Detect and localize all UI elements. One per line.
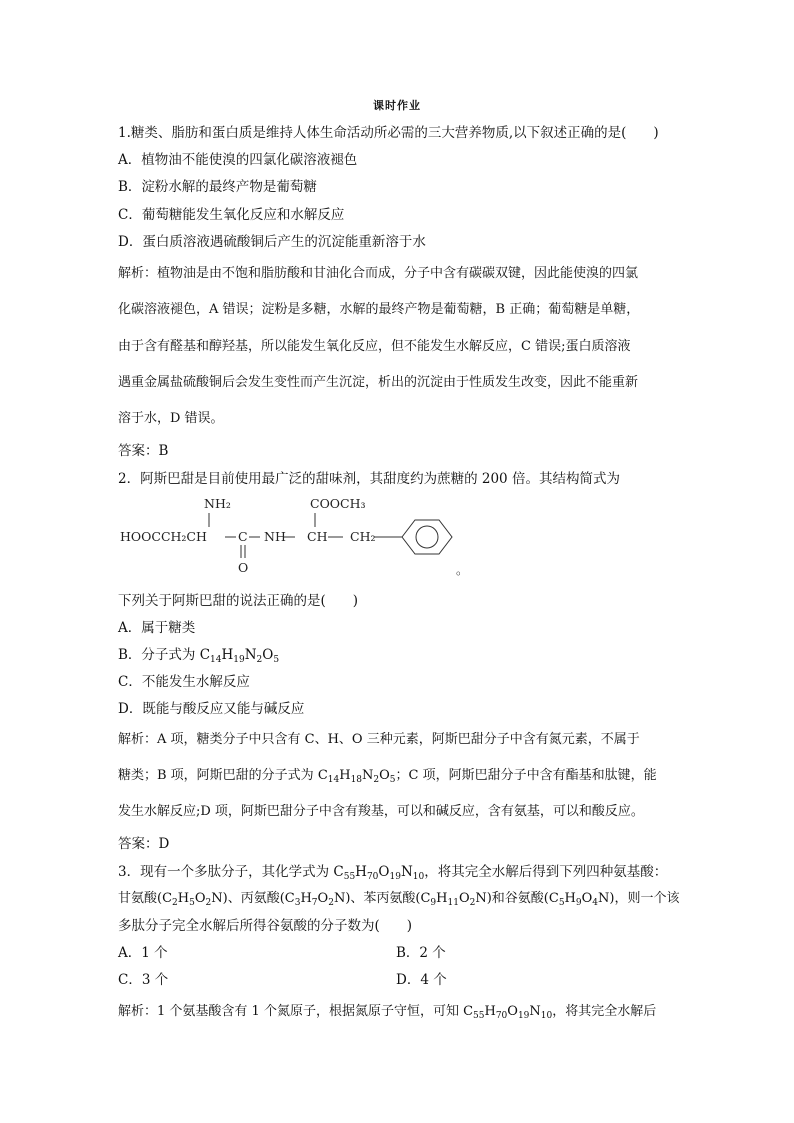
q3-analysis-line-1: 解析：1 个氨基酸含有 1 个氮原子，根据氮原子守恒，可知 $C_{55}H_{70}O_{19}N_{10}$，将其完全水解后 [118,1004,657,1021]
struct-chain-ch2: CH₂ [350,529,376,544]
q1-option-d: D．蛋白质溶液遇硫酸铜后产生的沉淀能重新溶于水 [118,234,426,250]
struct-nh2-label: NH₂ [204,496,231,511]
struct-trailing-period: 。 [456,562,469,577]
q1-option-b: B．淀粉水解的最终产物是葡萄糖 [118,179,317,195]
q2-option-b: B．分子式为 $C_{14}H_{19}N_2O_5$ [118,647,280,665]
struct-chain-nh: NH [264,529,286,544]
q1-analysis-line-4: 遇重金属盐硫酸铜后会发生变性而产生沉淀，析出的沉淀由于性质发生改变，因此不能重新 [118,375,639,390]
q2-stem: 2．阿斯巴甜是目前使用最广泛的甜味剂，其甜度约为蔗糖的 200 倍。其结构简式为 [118,471,620,487]
q3-stem-line-3: 多肽分子完全水解后所得谷氨酸的分子数为( ) [118,918,413,934]
aspartame-structure-diagram [118,493,478,583]
q3-option-b: B．2 个 [396,945,446,961]
q1-analysis-line-3: 由于含有醛基和醇羟基，所以能发生氧化反应，但不能发生水解反应，C 错误;蛋白质溶液 [118,339,631,354]
q2-option-d: D．既能与酸反应又能与碱反应 [118,701,305,717]
struct-carbonyl-o: O [238,560,249,575]
struct-cooch3-label: COOCH₃ [310,496,366,511]
q3-option-c: C．3 个 [118,972,169,988]
q2-analysis-line-1: 解析：A 项，糖类分子中只含有 C、H、O 三种元素，阿斯巴甜分子中含有氮元素，不属于 [118,732,640,747]
q1-option-c: C．葡萄糖能发生氧化反应和水解反应 [118,207,345,223]
q1-analysis-line-2: 化碳溶液褪色，A 错误；淀粉是多糖，水解的最终产物是葡萄糖，B 正确；葡萄糖是单糖， [118,302,640,317]
benzene-aromatic-circle [416,526,438,548]
q2-question: 下列关于阿斯巴甜的说法正确的是( ) [118,593,359,609]
q2-option-c: C．不能发生水解反应 [118,674,250,690]
q2-analysis-line-3: 发生水解反应;D 项，阿斯巴甜分子中含有羧基，可以和碱反应，含有氨基，可以和酸反应。 [118,804,644,819]
q1-answer: 答案：B [118,443,169,459]
q3-option-a: A．1 个 [118,945,168,961]
page-title: 课时作业 [373,99,421,112]
q1-stem: 1.糖类、脂肪和蛋白质是维持人体生命活动所必需的三大营养物质,以下叙述正确的是( ) [118,125,659,141]
q2-answer: 答案：D [118,836,170,852]
q2-option-a: A．属于糖类 [118,620,196,636]
q3-stem-line-2: 甘氨酸$(C_2H_5O_2N)$、丙氨酸$(C_3H_7O_2N)$、苯丙氨酸$(C_9H_{11}O_2N)$和谷氨酸$(C_5H_9O_4N)$，则一个该 [118,891,680,908]
q3-stem-line-1: 3．现有一个多肽分子，其化学式为 $C_{55}H_{70}O_{19}N_{10}$，将其完全水解后得到下列四种氨基酸： [118,864,668,882]
struct-chain-ch: CH [307,529,328,544]
q1-analysis-line-5: 溶于水，D 错误。 [118,411,224,426]
struct-chain-hooccch2ch: HOOCCH₂CH [120,529,207,544]
struct-chain-c: C [238,529,248,544]
q2-analysis-line-2: 糖类；B 项，阿斯巴甜的分子式为 $C_{14}H_{18}N_2O_5$；C 项，阿斯巴甜分子中含有酯基和肽键，能 [118,768,657,785]
q3-option-d: D．4 个 [396,972,447,988]
q1-option-a: A．植物油不能使溴的四氯化碳溶液褪色 [118,152,358,168]
benzene-ring-icon [402,520,452,554]
q1-analysis-line-1: 解析：植物油是由不饱和脂肪酸和甘油化合而成，分子中含有碳碳双键，因此能使溴的四氯 [118,266,639,281]
